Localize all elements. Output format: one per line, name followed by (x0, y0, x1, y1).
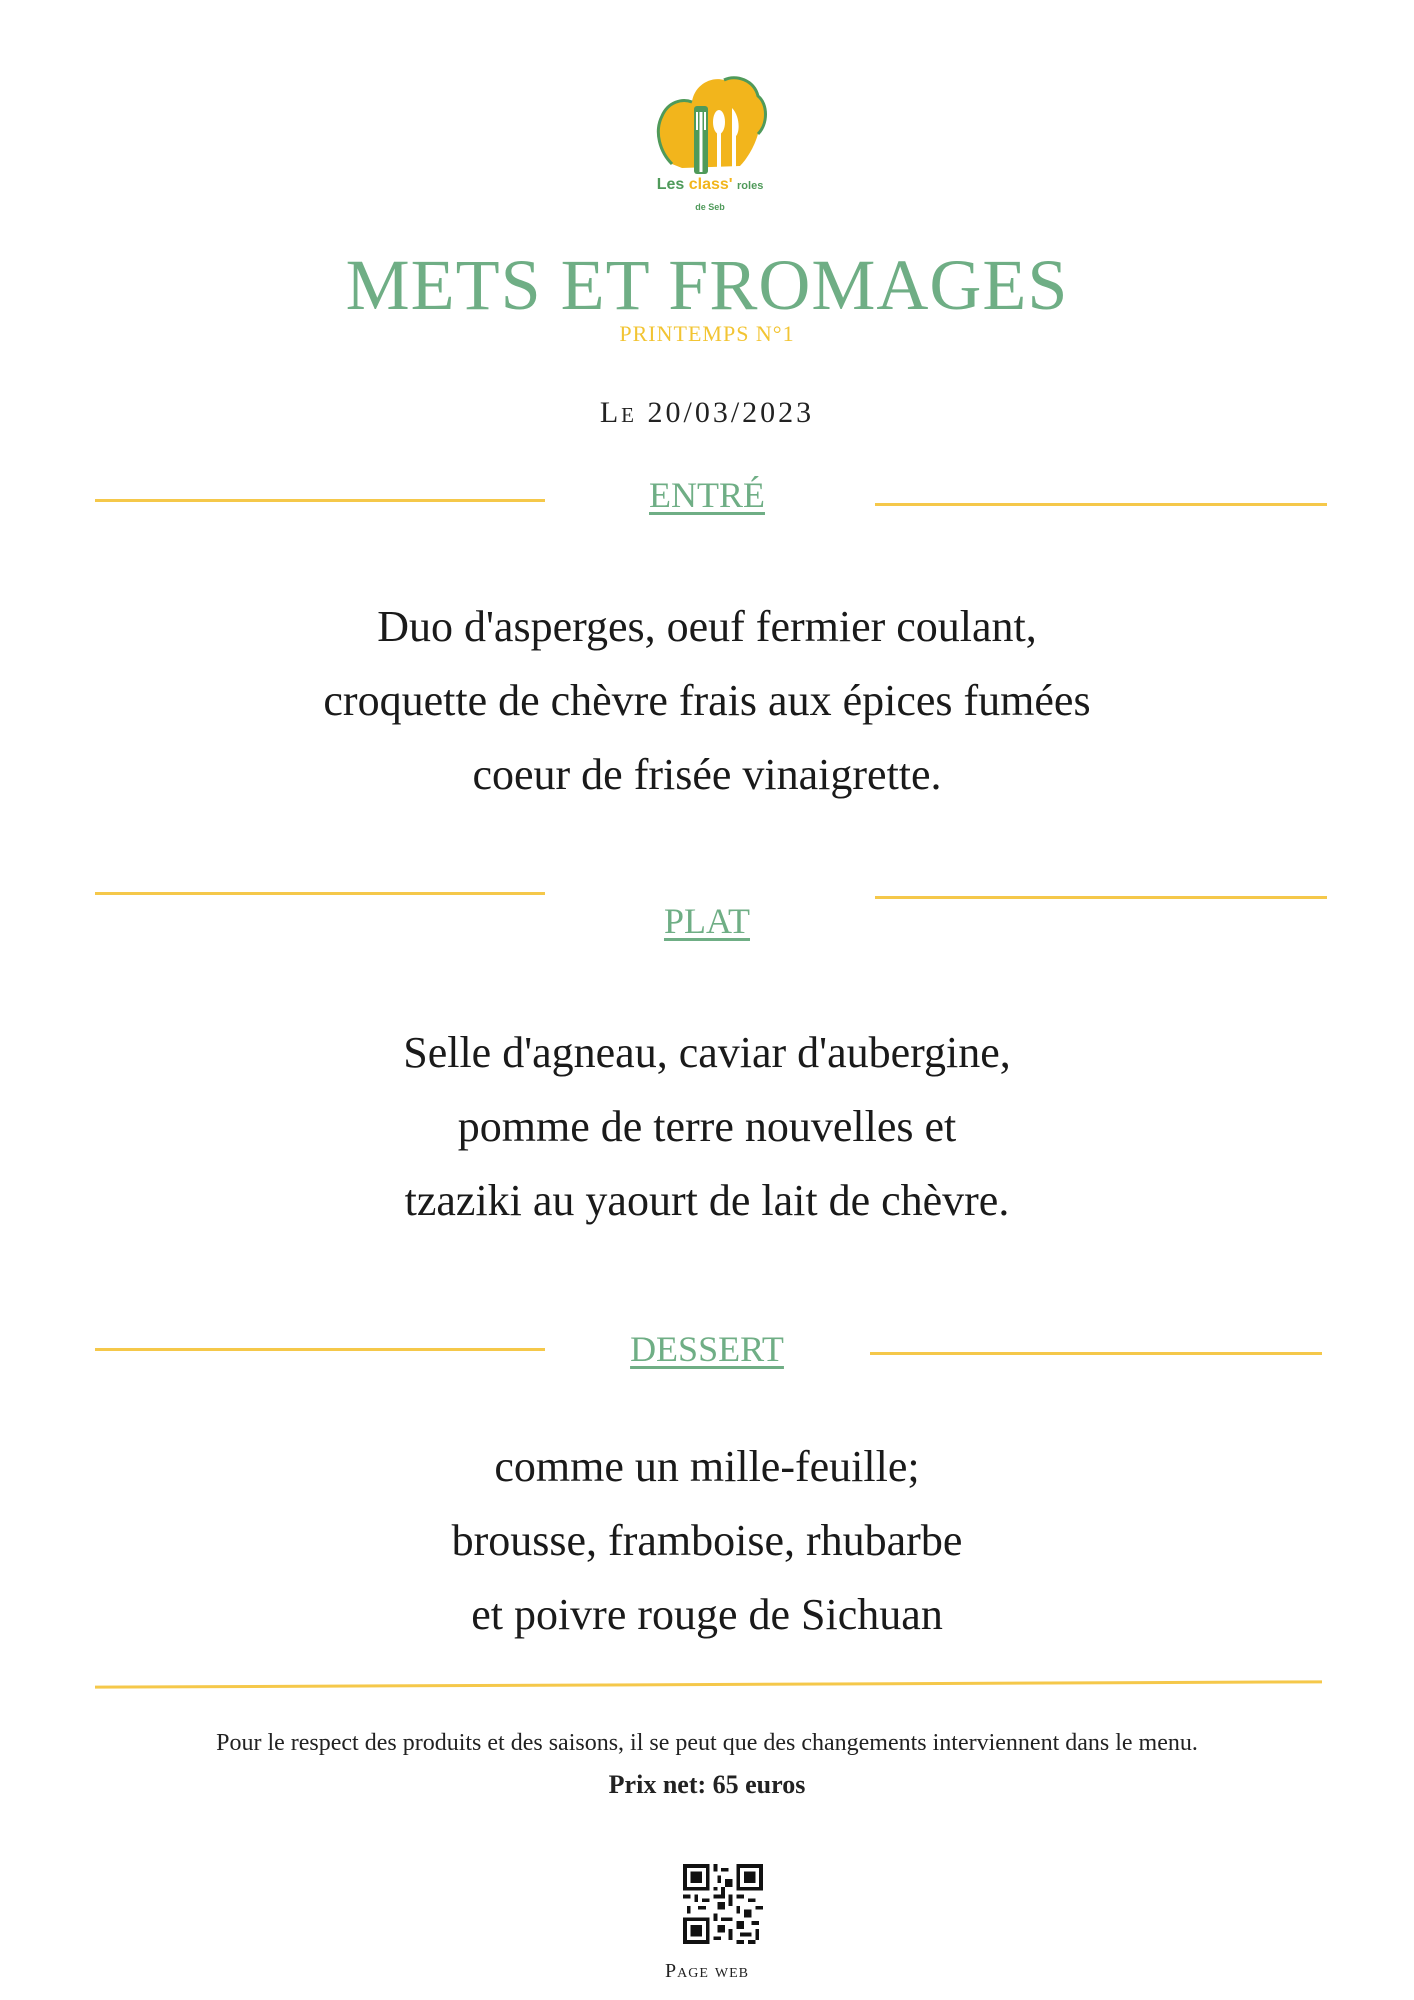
dish-line: et poivre rouge de Sichuan (471, 1590, 943, 1639)
page-subtitle: PRINTEMPS N°1 (619, 321, 795, 346)
menu-date: Le 20/03/2023 (599, 396, 815, 429)
divider-rule (95, 1680, 1322, 1688)
section-title-entree: ENTRÉ (649, 475, 765, 515)
dish-line: croquette de chèvre frais aux épices fumées (323, 676, 1091, 725)
dish-dessert (0, 1430, 1414, 1652)
qr-label: Page web (665, 1960, 749, 1982)
page-title: METS ET FROMAGES (345, 245, 1069, 325)
logo-word-roles: roles (737, 180, 764, 192)
dish-line: tzaziki au yaourt de lait de chèvre. (404, 1176, 1010, 1225)
chef-hat-cutlery-icon (652, 72, 768, 176)
logo-word-les: Les (656, 176, 685, 193)
dish-entree (0, 590, 1414, 812)
section-title-dessert: DESSERT (630, 1329, 784, 1369)
logo-word-class: class' (688, 176, 733, 193)
qr-code-icon[interactable] (683, 1864, 763, 1944)
dish-line: pomme de terre nouvelles et (457, 1102, 957, 1151)
menu-price: Prix net: 65 euros (608, 1770, 806, 1799)
menu-note: Pour le respect des produits et des saisons, il se peut que des changements interviennent dans le menu. (216, 1730, 1198, 1756)
dish-line: comme un mille-feuille; (494, 1442, 920, 1491)
dish-plat (0, 1016, 1414, 1238)
divider-rule (875, 896, 1327, 899)
logo (640, 72, 780, 222)
dish-line: Duo d'asperges, oeuf fermier coulant, (377, 602, 1037, 651)
dish-line: Selle d'agneau, caviar d'aubergine, (403, 1028, 1011, 1077)
divider-rule (95, 892, 545, 895)
logo-subtitle: de Seb (695, 202, 725, 212)
dish-line: coeur de frisée vinaigrette. (472, 750, 942, 799)
section-title-plat: PLAT (663, 901, 750, 941)
dish-line: brousse, framboise, rhubarbe (451, 1516, 963, 1565)
